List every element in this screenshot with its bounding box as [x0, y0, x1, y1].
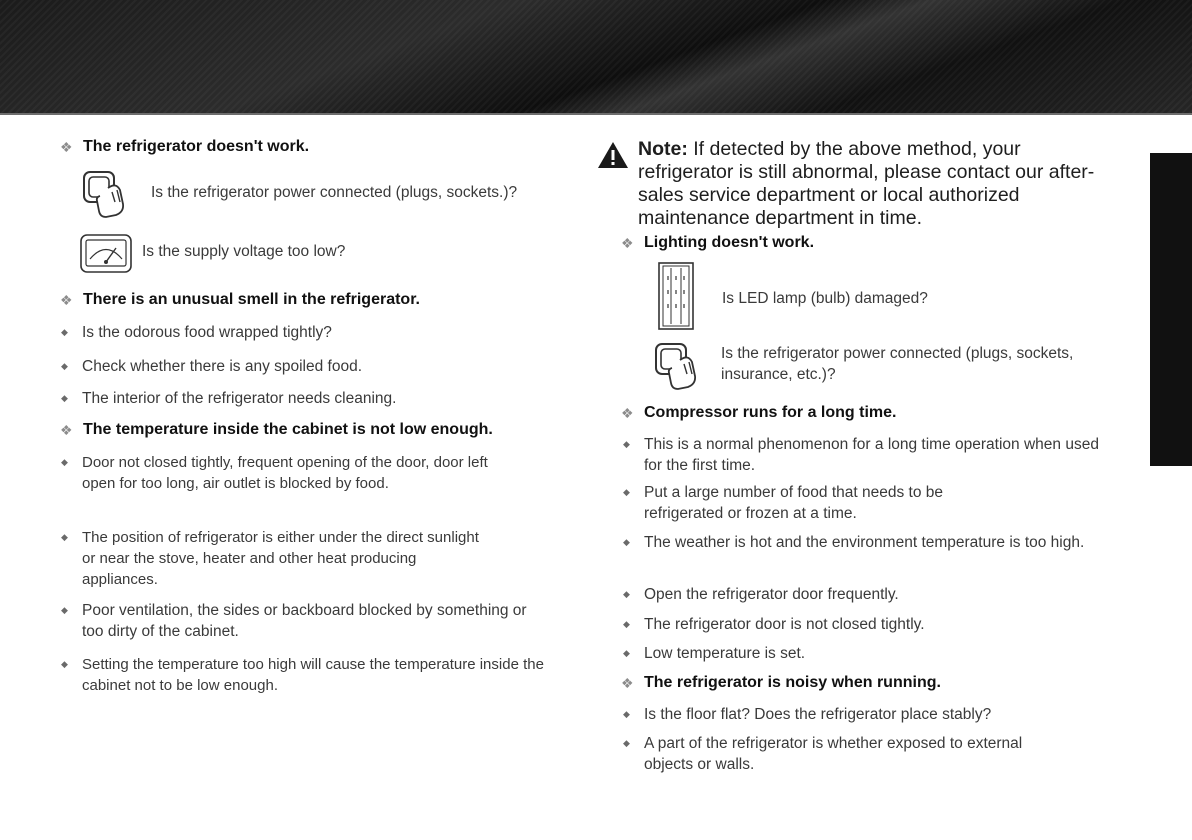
bullet-text: The refrigerator door is not closed tightly.	[644, 616, 925, 633]
list-item	[61, 356, 562, 377]
list-item	[61, 527, 482, 590]
list-item	[61, 322, 562, 343]
list-item	[623, 704, 1104, 725]
heading-text: Compressor runs for a long time.	[644, 404, 897, 421]
list-item	[61, 452, 497, 494]
bullet-marker: ◆	[623, 537, 630, 547]
bullet-marker: ◆	[61, 393, 68, 403]
note-text: If detected by the above method, your refrigerator is still abnormal, please contact our after-sales service department or local authorized maintenance department in time.	[638, 138, 1095, 229]
heading-marker: ❖	[621, 405, 634, 421]
bullet-text: This is a normal phenomenon for a long time operation when used for the first time.	[644, 436, 1099, 474]
bullet-text: Is the floor flat? Does the refrigerator place stably?	[644, 706, 992, 723]
bullet-text: The position of refrigerator is either under the direct sunlight or near the stove, heater and other heat producing appliances.	[82, 529, 479, 588]
check-supply-voltage-text: Is the supply voltage too low?	[142, 243, 346, 260]
bullet-text: Low temperature is set.	[644, 645, 806, 662]
heading-marker: ❖	[60, 422, 73, 438]
bullet-marker: ◆	[61, 327, 68, 337]
bullet-text: Is the odorous food wrapped tightly?	[82, 324, 332, 341]
side-tab-marker	[1150, 153, 1192, 466]
heading-lighting-doesnt-work	[621, 234, 815, 252]
bullet-text: Poor ventilation, the sides or backboard blocked by something or too dirty of the cabinet.	[82, 602, 527, 640]
bullet-marker: ◆	[61, 532, 68, 542]
list-item	[623, 482, 1024, 524]
note-label: Note:	[638, 138, 688, 160]
heading-marker: ❖	[60, 292, 73, 308]
list-item	[623, 532, 1094, 553]
heading-compressor-runs-long	[621, 404, 897, 422]
bullet-marker: ◆	[623, 487, 630, 497]
heading-refrigerator-noisy	[621, 674, 941, 692]
bullet-marker: ◆	[623, 589, 630, 599]
heading-unusual-smell	[60, 291, 420, 309]
heading-marker: ❖	[621, 675, 634, 691]
bullet-text: Setting the temperature too high will cause the temperature inside the cabinet not to be low enough.	[82, 656, 544, 694]
check-power-connected-text: Is the refrigerator power connected (plugs, sockets, insurance, etc.)?	[721, 345, 1074, 383]
plug-socket-icon	[650, 338, 710, 392]
bullet-text: The interior of the refrigerator needs cleaning.	[82, 390, 397, 407]
bullet-marker: ◆	[61, 659, 68, 669]
bullet-marker: ◆	[61, 361, 68, 371]
list-item	[623, 434, 1109, 476]
banner-divider	[0, 113, 1192, 115]
heading-text: Lighting doesn't work.	[644, 234, 815, 251]
bullet-text: Open the refrigerator door frequently.	[644, 586, 899, 603]
list-item	[61, 388, 562, 409]
bullet-marker: ◆	[61, 457, 68, 467]
heading-text: The refrigerator doesn't work.	[83, 138, 310, 155]
bullet-marker: ◆	[623, 709, 630, 719]
heading-text: The refrigerator is noisy when running.	[644, 674, 941, 691]
list-item	[61, 654, 552, 696]
heading-marker: ❖	[60, 139, 73, 155]
bullet-text: A part of the refrigerator is whether exposed to external objects or walls.	[644, 735, 1023, 773]
check-power-connected-text: Is the refrigerator power connected (plugs, sockets.)?	[151, 184, 518, 201]
bullet-marker: ◆	[623, 738, 630, 748]
bullet-text: Check whether there is any spoiled food.	[82, 358, 363, 375]
heading-text: There is an unusual smell in the refrigerator.	[83, 291, 420, 308]
led-lamp-icon	[658, 262, 694, 330]
plug-socket-icon	[78, 166, 138, 220]
heading-marker: ❖	[621, 235, 634, 251]
bullet-marker: ◆	[623, 439, 630, 449]
heading-text: The temperature inside the cabinet is not low enough.	[83, 421, 493, 438]
header-banner	[0, 0, 1192, 114]
bullet-text: Door not closed tightly, frequent opening of the door, door left open for too long, air outlet is blocked by food.	[82, 454, 488, 492]
heading-refrigerator-doesnt-work	[60, 138, 310, 156]
list-item	[623, 614, 1094, 635]
list-item	[623, 643, 1094, 664]
bullet-text: The weather is hot and the environment temperature is too high.	[644, 534, 1085, 551]
bullet-text: Put a large number of food that needs to be refrigerated or frozen at a time.	[644, 484, 944, 522]
note-block	[638, 138, 1103, 230]
voltmeter-icon	[80, 234, 132, 274]
bullet-marker: ◆	[623, 648, 630, 658]
bullet-marker: ◆	[61, 605, 68, 615]
bullet-marker: ◆	[623, 619, 630, 629]
warning-triangle-icon	[597, 141, 629, 169]
heading-temperature-not-low	[60, 421, 493, 439]
check-led-lamp-text: Is LED lamp (bulb) damaged?	[722, 290, 928, 307]
list-item	[623, 584, 1094, 605]
list-item	[61, 600, 527, 642]
list-item	[623, 733, 1064, 775]
